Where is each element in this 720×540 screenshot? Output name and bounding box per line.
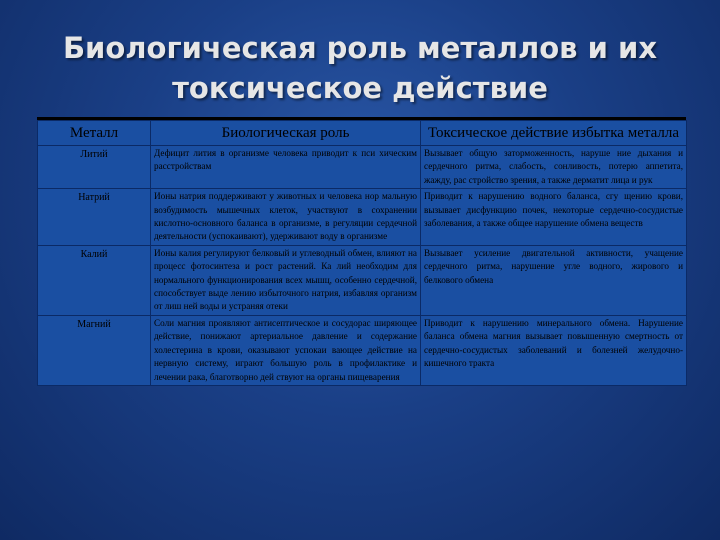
title-line-2: токсическое действие — [172, 71, 548, 105]
cell-role: Ионы калия регулируют белковый и углеводный обмен, влияют на процесс фотосинтеза и рост растений. Ка лий необходим для нормального функционирования всех мышц, особенно сердечной, способствует выде лению избыточного натрия, избавляя организм от лиш ней воды и устраняя отеки — [151, 245, 421, 315]
table-row — [38, 245, 687, 315]
cell-toxic: Вызывает общую заторможенность, наруше ние дыхания и сердечного ритма, слабость, сонливость, потерю аппетита, жажду, рас стройство зрения, а также дерматит лица и рук — [421, 146, 687, 189]
cell-toxic: Вызывает усиление двигательной активности, учащение сердечного ритма, нарушение угле водного, жирового и белкового обмена — [421, 245, 687, 315]
title-line-1: Биологическая роль металлов и их — [62, 31, 658, 65]
cell-role: Соли магния проявляют антисептическое и сосудорас ширяющее действие, понижают артериальное давление и содержание холестерина в крови, оказывают успокаи вающее действие на нервную систему, играют большую роль в профилактике и лечении рака, благотворно дей ствуют на органы пищеварения — [151, 315, 421, 385]
header-biological-role: Биологическая роль — [151, 121, 421, 146]
cell-metal: Литий — [38, 146, 151, 189]
header-toxic-effect: Токсическое действие избытка металла — [421, 121, 687, 146]
table-row — [38, 146, 687, 189]
cell-role: Ионы натрия поддерживают у животных и человека нор мальную возбудимость мышечных клеток, участвуют в сохранении кислотно-основного баланса в организме, в регуляции сердечной деятельности (успокаивают), удерживают воду в организме — [151, 189, 421, 246]
table-row — [38, 315, 687, 385]
cell-toxic: Приводит к нарушению минерального обмена. Нарушение баланса обмена магния вызывает повышенную смертность от сердечно-сосудистых заболеваний и болезней желудочно-кишечного тракта — [421, 315, 687, 385]
cell-metal: Калий — [38, 245, 151, 315]
table-row — [38, 189, 687, 246]
cell-metal: Магний — [38, 315, 151, 385]
metals-table — [37, 120, 687, 386]
cell-toxic: Приводит к нарушению водного баланса, сгу щению крови, вызывает дисфункцию почек, некоторые сердечно-сосудистые заболевания, а также общее нарушение обмена веществ — [421, 189, 687, 246]
header-metal: Металл — [38, 121, 151, 146]
slide-title — [40, 28, 680, 108]
table-header-row — [38, 121, 687, 146]
metals-table-container — [37, 117, 686, 386]
cell-metal: Натрий — [38, 189, 151, 246]
cell-role: Дефицит лития в организме человека приводит к пси хическим расстройствам — [151, 146, 421, 189]
